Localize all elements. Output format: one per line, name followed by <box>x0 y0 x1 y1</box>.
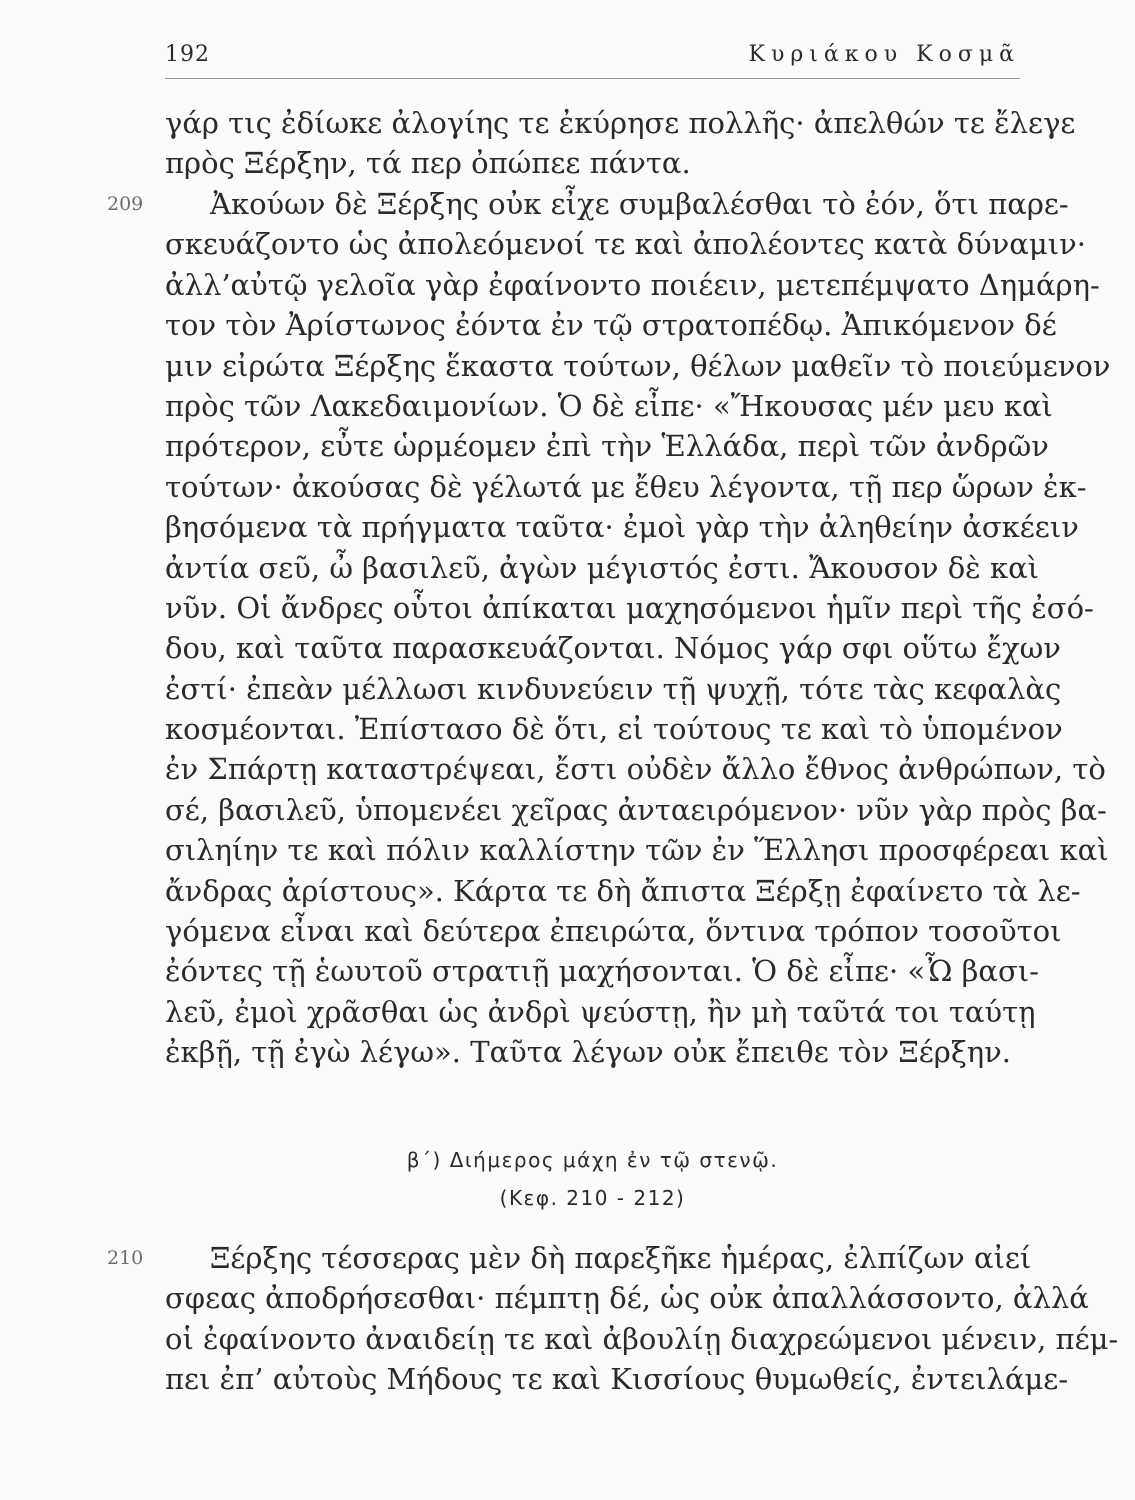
page-number: 192 <box>165 42 210 67</box>
text-line: ἀντία σεῦ, ὦ βασιλεῦ, ἀγὼν μέγιστός ἐστι. Ἄκουσον δὲ καὶ <box>165 550 1040 585</box>
text-line: δου, καὶ ταῦτα παρασκευάζονται. Νόμος γάρ σφι οὕτω ἔχων <box>165 631 1061 666</box>
text-line: πρὸς τῶν Λακεδαιμονίων. Ὁ δὲ εἶπε· «Ἤκουσας μέν μευ καὶ <box>165 388 1053 423</box>
text-line: γόμενα εἶναι καὶ δεύτερα ἐπειρώτα, ὅντινα τρόπον τοσοῦτοι <box>165 914 1062 949</box>
paragraph-209 <box>107 184 1111 1073</box>
section-chapter-range: (Κεφ. 210 - 212) <box>499 1186 686 1210</box>
text-line: μιν εἰρώτα Ξέρξης ἕκαστα τούτων, θέλων μαθεῖν τὸ ποιεύμενον <box>165 348 1111 383</box>
text-line: κοσμέονται. Ἐπίστασο δὲ ὅτι, εἰ τούτους τε καὶ τὸ ὑπομένον <box>165 712 1063 747</box>
page-header <box>165 38 1020 79</box>
text-line: βησόμενα τὰ πρήγματα ταῦτα· ἐμοὶ γὰρ τὴν ἀληθείην ἀσκέειν <box>165 510 1079 545</box>
paragraph-210 <box>107 1238 1119 1400</box>
text-line: Ἀκούων δὲ Ξέρξης οὐκ εἶχε συμβαλέσθαι τὸ ἐόν, ὅτι παρε- <box>210 187 1069 221</box>
text-line: σκευάζοντο ὡς ἀπολεόμενοί τε καὶ ἀπολέοντες κατὰ δύναμιν· <box>165 227 1086 262</box>
running-head: Κυριάκου Κοσμᾶ <box>748 42 1020 67</box>
text-line: νῦν. Οἱ ἄνδρες οὗτοι ἀπίκαται μαχησόμενοι ἡμῖν περὶ τῆς ἐσό- <box>165 590 1094 625</box>
text-line: ἄνδρας ἀρίστους». Κάρτα τε δὴ ἄπιστα Ξέρξῃ ἐφαίνετο τὰ λε- <box>165 873 1081 908</box>
text-line: λεῦ, ἐμοὶ χρᾶσθαι ὡς ἀνδρὶ ψεύστῃ, ἢν μὴ ταῦτά τοι ταύτῃ <box>165 994 1036 1029</box>
text-line: σφεας ἀποδρήσεσθαι· πέμπτῃ δέ, ὡς οὐκ ἀπαλλάσσοντο, ἀλλά <box>165 1281 1089 1316</box>
text-line: σέ, βασιλεῦ, ὑπομενέει χεῖρας ἀνταειρόμενον· νῦν γὰρ πρὸς βα- <box>165 792 1107 827</box>
text-line: οἱ ἐφαίνοντο ἀναιδείῃ τε καὶ ἀβουλίῃ διαχρεώμενοι μένειν, πέμ- <box>165 1321 1119 1356</box>
text-line: τούτων· ἀκούσας δὲ γέλωτά με ἔθευ λέγοντα, τῇ περ ὥρων ἐκ- <box>165 469 1087 504</box>
text-line: τον τὸν Ἀρίστωνος ἐόντα ἐν τῷ στρατοπέδῳ. Ἀπικόμενον δέ <box>165 308 1057 343</box>
text-line: ἐστί· ἐπεὰν μέλλωσι κινδυνεύειν τῇ ψυχῇ, τότε τὰς κεφαλὰς <box>165 671 1062 706</box>
text-line: ἐκβῇ, τῇ ἐγὼ λέγω». Ταῦτα λέγων οὐκ ἔπειθε τὸν Ξέρξην. <box>165 1035 1012 1070</box>
text-line: γάρ τις ἐδίωκε ἀλογίης τε ἐκύρησε πολλῆς· ἀπελθών τε ἔλεγε <box>165 106 1076 140</box>
chapter-number-210: 210 <box>107 1247 144 1269</box>
text-line: σιληίην τε καὶ πόλιν καλλίστην τῶν ἐν Ἕλλησι προσφέρεαι καὶ <box>165 833 1109 868</box>
text-line: πει ἐπ’ αὐτοὺς Μήδους τε καὶ Κισσίους θυμωθείς, ἐντειλάμε- <box>165 1362 1069 1397</box>
text-line: ἐόντες τῇ ἑωυτοῦ στρατιῇ μαχήσονται. Ὁ δὲ εἶπε· «Ὦ βασι- <box>165 954 1039 989</box>
text-line: πρότερον, εὖτε ὡρμέομεν ἐπὶ τὴν Ἑλλάδα, περὶ τῶν ἀνδρῶν <box>165 429 1049 464</box>
text-line: Ξέρξης τέσσερας μὲν δὴ παρεξῆκε ἡμέρας, ἐλπίζων αἰεί <box>210 1241 1032 1275</box>
text-line: ἐν Σπάρτῃ καταστρέψεαι, ἔστι οὐδὲν ἄλλο ἔθνος ἀνθρώπων, τὸ <box>165 752 1106 787</box>
text-line: πρὸς Ξέρξην, τά περ ὀπώπεε πάντα. <box>165 146 691 181</box>
paragraph-continued <box>165 103 1076 184</box>
chapter-number-209: 209 <box>107 193 144 215</box>
section-heading: β΄) Διήμερος μάχη ἐν τῷ στενῷ. <box>406 1148 779 1172</box>
text-line: ἀλλ’αὐτῷ γελοῖα γὰρ ἐφαίνοντο ποιέειν, μετεπέμψατο Δημάρη- <box>165 267 1100 302</box>
